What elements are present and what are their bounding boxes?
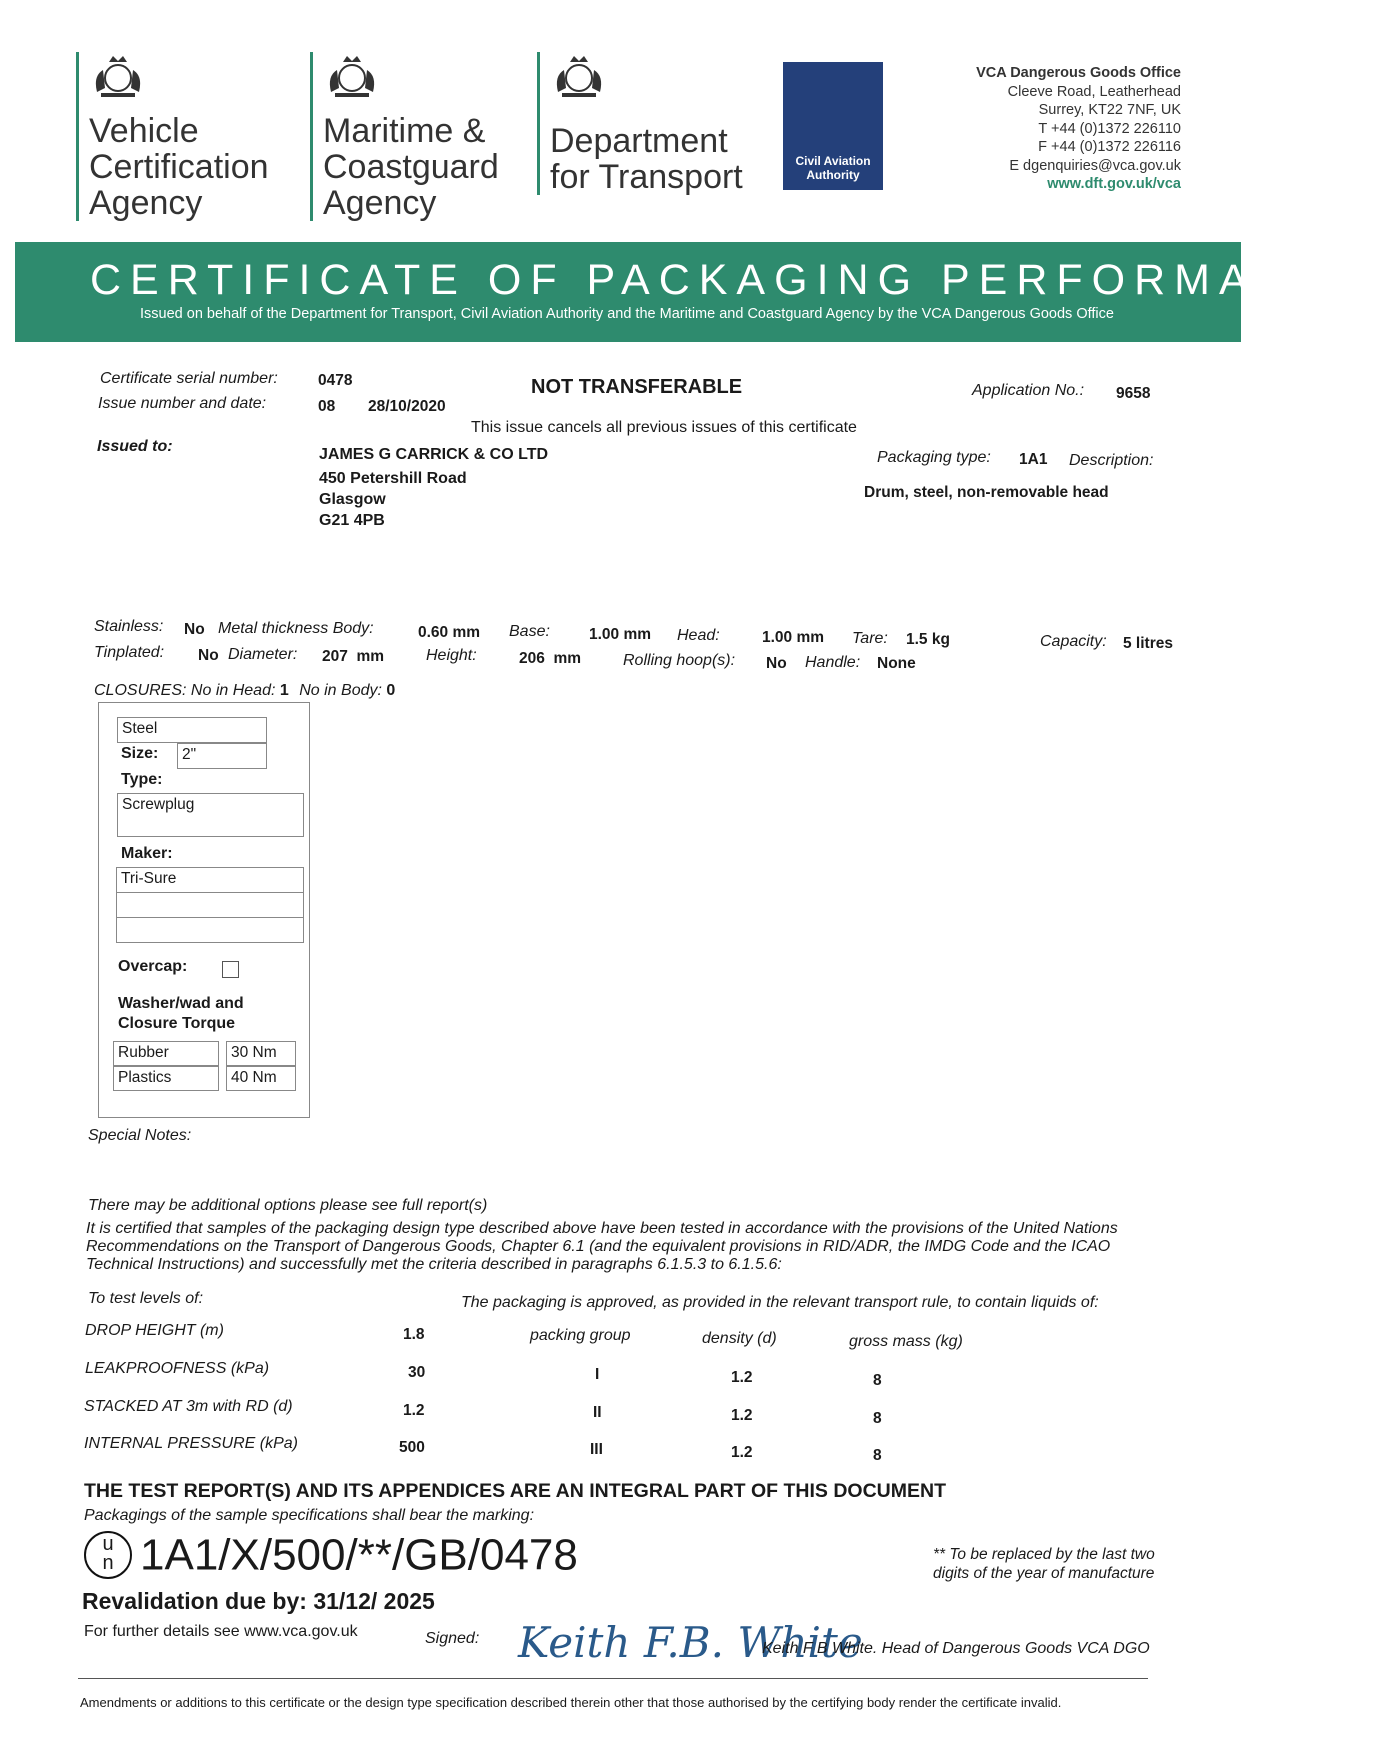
head-label: Head: — [677, 627, 720, 644]
test-value: 500 — [399, 1439, 425, 1456]
maker-label: Maker: — [121, 845, 173, 862]
packing-group-header: packing group — [530, 1327, 631, 1344]
packaging-type: 1A1 — [1019, 451, 1048, 468]
agency-name-line: Agency — [89, 184, 203, 222]
further-details: For further details see www.vca.gov.uk — [84, 1623, 358, 1640]
address-city: Glasgow — [319, 491, 386, 508]
closure-maker-extra — [116, 917, 304, 943]
handle-value: None — [877, 655, 916, 672]
tare-label: Tare: — [852, 630, 888, 647]
rolling-hoop-value: No — [766, 655, 787, 672]
contact-block — [976, 64, 1181, 194]
vca-logo — [76, 52, 269, 221]
agency-name-line: Coastguard — [323, 148, 499, 186]
density-value: 1.2 — [731, 1407, 753, 1424]
test-levels-label: To test levels of: — [88, 1290, 204, 1307]
un-symbol-letter: u — [102, 1533, 114, 1556]
stainless-label: Stainless: — [94, 618, 164, 635]
overcap-label: Overcap: — [118, 958, 188, 975]
phone-number: T +44 (0)1372 226110 — [1038, 120, 1181, 137]
serial-number: 0478 — [318, 372, 353, 389]
address-postcode: G21 4PB — [319, 512, 385, 529]
un-marking — [84, 1528, 578, 1580]
closures-body-count: 0 — [386, 682, 396, 699]
agency-name-line: Certification — [89, 148, 269, 186]
base-value: 1.00 mm — [589, 626, 652, 643]
royal-crest-icon — [550, 52, 608, 100]
issue-date: 28/10/2020 — [368, 398, 446, 415]
tinplated-value: No — [198, 647, 219, 664]
density-value: 1.2 — [731, 1369, 753, 1386]
closure-material: Steel — [117, 717, 267, 743]
caa-crescent-icon — [783, 62, 883, 152]
royal-crest-icon — [323, 52, 381, 100]
capacity-value: 5 litres — [1123, 635, 1173, 652]
test-name: STACKED AT 3m with RD (d) — [84, 1398, 293, 1415]
diameter-label: Diameter: — [228, 646, 298, 663]
office-name: VCA Dangerous Goods Office — [976, 65, 1181, 81]
gross-mass-value: 8 — [873, 1410, 882, 1427]
thickness-label: Metal thickness Body: — [218, 620, 374, 637]
test-value: 1.8 — [403, 1326, 425, 1343]
packing-group: II — [593, 1404, 602, 1421]
signed-label: Signed: — [425, 1630, 480, 1647]
email-address: E dgenquiries@vca.gov.uk — [1009, 157, 1181, 174]
closures-label: CLOSURES: No in Head: — [94, 682, 276, 699]
issue-label: Issue number and date: — [98, 395, 267, 412]
certificate-subtitle: Issued on behalf of the Department for Transport, Civil Aviation Authority and the Maritime and Coastguard Agency by the VCA Dangerous Goods Office — [140, 306, 1114, 322]
marking-code: 1A1/X/500/**/GB/0478 — [140, 1530, 578, 1580]
application-label: Application No.: — [972, 382, 1085, 399]
replacement-note — [933, 1545, 1155, 1583]
test-value: 30 — [408, 1364, 426, 1381]
test-name: INTERNAL PRESSURE (kPa) — [84, 1435, 298, 1452]
approval-statement: The packaging is approved, as provided in the relevant transport rule, to contain liquids of: — [461, 1294, 1099, 1311]
revalidation-date: Revalidation due by: 31/12/ 2025 — [82, 1588, 435, 1614]
special-notes-label: Special Notes: — [88, 1127, 192, 1144]
certificate-title: CERTIFICATE OF PACKAGING PERFORMANCE — [90, 256, 1374, 304]
rolling-hoop-label: Rolling hoop(s): — [623, 652, 736, 669]
agency-name-line: Maritime & — [323, 112, 486, 150]
caa-logo-text: Civil Aviation — [795, 154, 871, 168]
statement-line: It is certified that samples of the packaging design type described above have been tested in accordance with the provisions of the United Nations — [86, 1220, 1118, 1237]
tinplated-label: Tinplated: — [94, 644, 165, 661]
height-label: Height: — [426, 647, 477, 664]
washer-label: Closure Torque — [118, 1015, 236, 1032]
address-line: Surrey, KT22 7NF, UK — [1038, 102, 1181, 118]
fax-number: F +44 (0)1372 226116 — [1038, 139, 1181, 155]
gross-mass-header: gross mass (kg) — [849, 1333, 963, 1350]
application-number: 9658 — [1116, 385, 1151, 402]
description-label: Description: — [1069, 452, 1154, 469]
additional-options-note: There may be additional options please see full report(s) — [88, 1197, 488, 1214]
closures-panel — [98, 702, 310, 1118]
washer-torque: 30 Nm — [226, 1041, 296, 1066]
issued-to-label: Issued to: — [97, 438, 173, 455]
footer-divider — [78, 1678, 1148, 1679]
capacity-label: Capacity: — [1040, 633, 1107, 650]
closures-heading — [94, 682, 395, 700]
agency-name-line: Vehicle — [89, 112, 199, 150]
issue-number: 08 — [318, 398, 336, 415]
stainless-value: No — [184, 621, 205, 638]
mca-logo — [310, 52, 499, 221]
address-street: 450 Petershill Road — [319, 470, 467, 487]
test-value: 1.2 — [403, 1402, 425, 1419]
statement-line: Technical Instructions) and successfully met the criteria described in paragraphs 6.1.5.3 to 6.1.5.6: — [86, 1256, 782, 1273]
certification-statement — [86, 1220, 1186, 1274]
head-value: 1.00 mm — [762, 629, 825, 646]
note-line: ** To be replaced by the last two — [933, 1546, 1155, 1563]
diameter-value: 207 mm — [322, 648, 385, 665]
closure-maker: Tri-Sure — [116, 867, 304, 893]
address-line: Cleeve Road, Leatherhead — [1007, 83, 1181, 100]
website-link[interactable]: www.dft.gov.uk/vca — [1047, 176, 1181, 192]
issued-to-address — [319, 444, 548, 531]
signatory: Keith F B White. Head of Dangerous Goods VCA DGO — [762, 1640, 1150, 1657]
base-label: Base: — [509, 623, 550, 640]
royal-crest-icon — [89, 52, 147, 100]
handle-label: Handle: — [805, 654, 861, 671]
gross-mass-value: 8 — [873, 1372, 882, 1389]
integral-statement: THE TEST REPORT(S) AND ITS APPENDICES ARE AN INTEGRAL PART OF THIS DOCUMENT — [84, 1480, 946, 1502]
caa-logo-text: Authority — [806, 168, 860, 182]
marking-label: Packagings of the sample specifications shall bear the marking: — [84, 1507, 535, 1524]
packing-group: III — [590, 1441, 603, 1458]
closure-maker-extra — [116, 892, 304, 918]
caa-logo — [783, 62, 883, 190]
agency-name-line: Department — [550, 122, 728, 160]
note-line: digits of the year of manufacture — [933, 1565, 1155, 1582]
closure-size: 2" — [177, 743, 267, 769]
test-name: LEAKPROOFNESS (kPa) — [85, 1360, 270, 1377]
washer-label: Washer/wad and — [118, 995, 244, 1012]
closure-type: Screwplug — [117, 793, 304, 837]
dft-logo — [537, 52, 743, 195]
closures-head-count: 1 — [279, 682, 289, 699]
un-symbol-letter: n — [102, 1552, 114, 1575]
size-label: Size: — [121, 745, 159, 762]
overcap-checkbox[interactable] — [222, 961, 239, 978]
statement-line: Recommendations on the Transport of Dangerous Goods, Chapter 6.1 (and the equivalent provisions in RID/ADR, the IMDG Code and the ICAO — [86, 1238, 1111, 1255]
height-value: 206 mm — [519, 650, 582, 667]
packaging-type-label: Packaging type: — [877, 449, 991, 466]
description: Drum, steel, non-removable head — [864, 484, 1109, 501]
closures-body-label: No in Body: — [299, 682, 382, 699]
packing-group: I — [595, 1366, 600, 1383]
test-name: DROP HEIGHT (m) — [85, 1322, 224, 1339]
title-banner — [15, 242, 1374, 342]
amendments-note: Amendments or additions to this certificate or the design type specification described therein other that those authorised by the certifying body render the certificate invalid. — [80, 1695, 1062, 1710]
thickness-body: 0.60 mm — [418, 624, 481, 641]
density-header: density (d) — [702, 1330, 777, 1347]
gross-mass-value: 8 — [873, 1447, 882, 1464]
tare-value: 1.5 kg — [906, 631, 950, 648]
un-symbol-icon — [84, 1531, 132, 1579]
washer-material: Rubber — [113, 1041, 219, 1066]
agency-name-line: Agency — [323, 184, 437, 222]
not-transferable: NOT TRANSFERABLE — [531, 376, 743, 398]
signature: Keith F.B. White — [518, 1618, 863, 1667]
cancels-note: This issue cancels all previous issues of this certificate — [471, 419, 857, 436]
serial-label: Certificate serial number: — [100, 370, 278, 387]
agency-name-line: for Transport — [550, 158, 743, 196]
type-label: Type: — [121, 771, 163, 788]
density-value: 1.2 — [731, 1444, 753, 1461]
company-name: JAMES G CARRICK & CO LTD — [319, 446, 549, 463]
washer-heading — [118, 994, 244, 1034]
washer-torque: 40 Nm — [226, 1066, 296, 1091]
washer-material: Plastics — [113, 1066, 219, 1091]
